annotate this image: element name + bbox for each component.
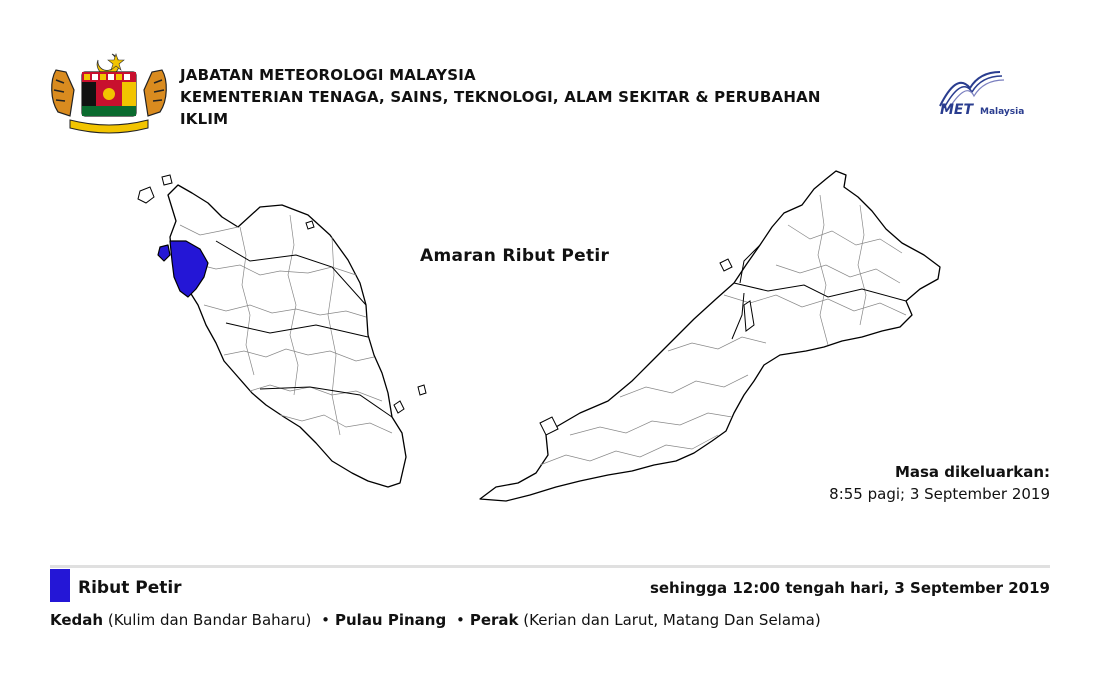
divider: [50, 565, 1050, 568]
map-title: Amaran Ribut Petir: [420, 246, 610, 266]
area-state: Pulau Pinang: [335, 611, 447, 629]
issued-value: 8:55 pagi; 3 September 2019: [829, 485, 1050, 503]
malaysia-coat-of-arms-icon: [48, 50, 170, 134]
area-districts: (Kerian dan Larut, Matang Dan Selama): [523, 611, 821, 629]
peninsular-malaysia: [168, 185, 406, 487]
warning-until: sehingga 12:00 tengah hari, 3 September 2019: [649, 579, 1050, 597]
svg-text:Malaysia: Malaysia: [980, 107, 1025, 117]
met-malaysia-logo: [930, 66, 1050, 122]
issued-time: [829, 461, 1050, 505]
area-separator: •: [455, 611, 465, 629]
area-separator: •: [321, 611, 330, 629]
area-state: Kedah: [50, 611, 104, 629]
area-state: Perak: [469, 611, 519, 629]
issued-label: Masa dikeluarkan:: [894, 463, 1050, 481]
east-malaysia: [480, 171, 940, 501]
area-districts: (Kulim dan Bandar Baharu): [107, 611, 312, 629]
agency-name: [180, 64, 821, 130]
legend-swatch: [50, 569, 70, 602]
warning-type: Ribut Petir: [78, 578, 182, 598]
svg-text:MET: MET: [940, 102, 974, 118]
affected-areas: [50, 611, 821, 629]
agency-line-1: JABATAN METEOROLOGI MALAYSIA: [180, 66, 476, 84]
agency-line-3: IKLIM: [180, 110, 229, 128]
agency-line-2: KEMENTERIAN TENAGA, SAINS, TEKNOLOGI, ALAM SEKITAR & PERUBAHAN: [180, 88, 821, 106]
